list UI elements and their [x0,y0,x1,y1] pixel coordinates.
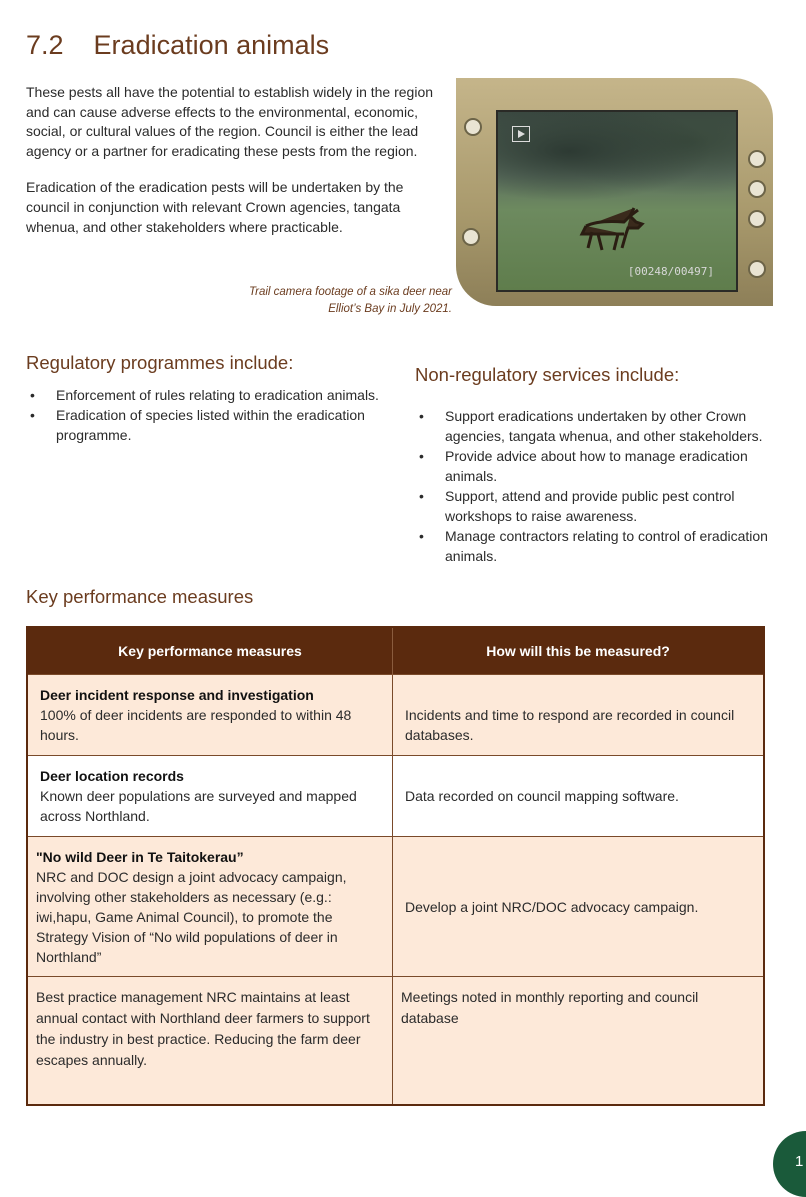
list-item: • Manage contractors relating to control of eradication animals. [415,526,785,566]
table-row [27,977,764,1105]
measure-cell [27,675,393,756]
kpi-table [26,626,765,1106]
measure-title: "No wild Deer in Te Taitokerau” [36,848,244,865]
camera-screen [496,110,738,292]
trail-camera-photo [456,78,773,306]
list-item: • Support eradications undertaken by other Crown agencies, tangata whenua, and other stakeholders. [415,406,785,446]
camera-button-icon [748,260,766,278]
intro-text [26,83,436,254]
section-heading [26,30,329,61]
measure-cell [27,756,393,837]
regulatory-heading: Regulatory programmes include: [26,352,294,373]
measure-cell [27,837,393,977]
intro-paragraph: These pests all have the potential to establish widely in the region and can cause adverse effects to the environmental, economic, social, or cultural values of the region. Council is either the lead agency or a partner for eradicating these pests from the region. [26,84,434,159]
column-header: How will this be measured? [393,627,765,675]
caption-line: Trail camera footage of a sika deer near [248,286,452,298]
frame-counter: [00248/00497] [627,265,714,278]
method-cell: Meetings noted in monthly reporting and council database [393,977,765,1105]
play-icon [512,126,530,142]
camera-button-icon [748,180,766,198]
table-header-row [27,627,764,675]
kpi-heading: Key performance measures [26,586,254,607]
photo-caption [180,284,452,318]
list-item: • Support, attend and provide public pest control workshops to raise awareness. [415,486,785,526]
non-regulatory-list [415,406,785,566]
measure-text: 100% of deer incidents are responded to within 48 hours. [40,707,352,743]
measure-title: Deer incident response and investigation [40,687,314,703]
intro-paragraph: Eradication of the eradication pests will be undertaken by the council in conjunction with relevant Crown agencies, tangata whenua, and other stakeholders where practicable. [26,179,404,235]
list-item: • Eradication of species listed within the eradication programme. [26,405,396,445]
caption-line: Elliot’s Bay in July 2021. [328,303,452,315]
measure-text: Known deer populations are surveyed and mapped across Northland. [40,788,357,824]
page-number-badge [773,1131,806,1197]
camera-button-icon [464,118,482,136]
method-cell: Develop a joint NRC/DOC advocacy campaign. [393,837,765,977]
table-row [27,756,764,837]
table-row [27,837,764,977]
non-regulatory-heading: Non-regulatory services include: [415,364,680,385]
measure-text: NRC and DOC design a joint advocacy campaign, involving other stakeholders as necessary (e.g.: iwi,hapu, Game Animal Council), to promote the Strategy Vision of “No wild populations of deer in Northland” [36,868,347,965]
section-title: Eradication animals [93,30,330,60]
camera-button-icon [748,210,766,228]
list-item: • Enforcement of rules relating to eradication animals. [26,385,396,405]
measure-title: Deer location records [40,768,184,784]
list-item: • Provide advice about how to manage eradication animals. [415,446,785,486]
camera-button-icon [462,228,480,246]
table-row [27,675,764,756]
page-number: 1 [795,1153,804,1170]
section-number: 7.2 [26,30,64,60]
column-header: Key performance measures [27,627,393,675]
deer-icon [568,204,658,260]
camera-button-icon [748,150,766,168]
method-cell: Data recorded on council mapping software. [393,756,765,837]
measure-cell: Best practice management NRC maintains at least annual contact with Northland deer farmers to support the industry in best practice. Reducing the farm deer escapes annually. [27,977,393,1105]
regulatory-list [26,385,396,445]
method-cell: Incidents and time to respond are recorded in council databases. [393,675,765,756]
